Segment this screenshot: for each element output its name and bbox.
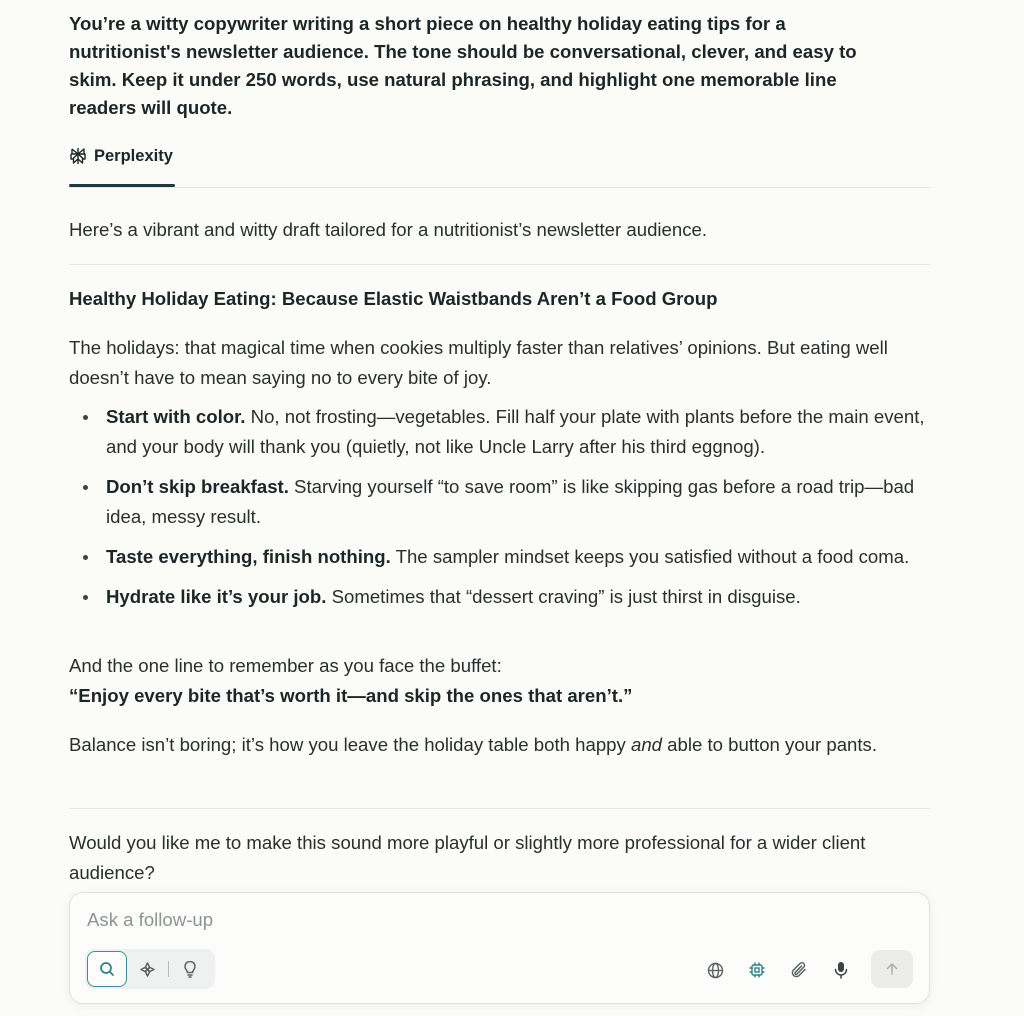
mode-separator — [168, 961, 169, 977]
mode-selector — [85, 949, 215, 989]
remember-line: And the one line to remember as you face the buffet: — [69, 655, 502, 676]
model-button[interactable] — [746, 959, 768, 981]
search-icon — [99, 961, 115, 977]
closing-text: able to button your pants. — [662, 734, 878, 755]
list-item — [69, 402, 930, 462]
answer-paragraph: The holidays: that magical time when cookies multiply faster than relatives’ opinions. But eating well doesn’t have to mean saying no to every bite of joy. — [69, 337, 888, 388]
tab-label: Perplexity — [94, 147, 173, 165]
memorable-quote: “Enjoy every bite that’s worth it—and skip the ones that aren’t.” — [69, 685, 633, 706]
divider — [69, 187, 930, 188]
list-item — [69, 542, 930, 572]
tips-list — [69, 402, 930, 622]
answer-intro: Here’s a vibrant and witty draft tailored for a nutritionist’s newsletter audience. — [69, 219, 708, 240]
divider — [69, 808, 930, 809]
tip-title: Taste everything, finish nothing. — [106, 546, 391, 567]
answer-heading: Healthy Holiday Eating: Because Elastic Waistbands Aren’t a Food Group — [69, 288, 718, 309]
closing-text: Balance isn’t boring; it’s how you leave the holiday table both happy — [69, 734, 631, 755]
list-item — [69, 582, 930, 612]
followup-composer — [69, 892, 930, 1004]
search-mode-button[interactable] — [87, 951, 127, 987]
closing-paragraph — [69, 730, 930, 760]
tip-text: Sometimes that “dessert craving” is just thirst in disguise. — [326, 586, 801, 607]
research-icon — [139, 961, 156, 978]
microphone-icon — [833, 961, 849, 979]
followup-input[interactable] — [87, 906, 787, 934]
labs-mode-button[interactable] — [170, 951, 210, 987]
lightbulb-icon — [182, 961, 198, 978]
perplexity-logo-icon — [69, 147, 87, 165]
research-mode-button[interactable] — [127, 951, 167, 987]
divider — [69, 264, 930, 265]
paperclip-icon — [790, 961, 808, 979]
followup-question: Would you like me to make this sound more playful or slightly more professional for a wider client audience? — [69, 832, 866, 883]
tip-text: The sampler mindset keeps you satisfied without a food coma. — [390, 546, 910, 567]
globe-icon — [707, 962, 724, 979]
list-item — [69, 472, 930, 532]
language-button[interactable] — [704, 959, 726, 981]
tip-text: No, not frosting—vegetables. Fill half your plate with plants before the main event, and your body will thank you (quietly, not like Uncle Larry after his third eggnog). — [106, 406, 925, 457]
arrow-up-icon — [885, 962, 899, 976]
tab-perplexity[interactable] — [69, 143, 175, 189]
voice-button[interactable] — [830, 959, 852, 981]
user-query: You’re a witty copywriter writing a short piece on healthy holiday eating tips for a nutritionist's newsletter audience. The tone should be conversational, clever, and easy to skim. Keep it under 250 words, use natural phrasing, and highlight one memorable line readers will quote. — [69, 13, 857, 118]
submit-button[interactable] — [871, 950, 913, 988]
tip-title: Don’t skip breakfast. — [106, 476, 289, 497]
tip-text: Starving yourself “to save room” is like skipping gas before a road trip—bad idea, messy result. — [106, 476, 915, 527]
chip-icon — [748, 961, 766, 979]
attach-button[interactable] — [788, 959, 810, 981]
tip-title: Hydrate like it’s your job. — [106, 586, 327, 607]
tip-title: Start with color. — [106, 406, 246, 427]
closing-emphasis: and — [630, 734, 663, 755]
